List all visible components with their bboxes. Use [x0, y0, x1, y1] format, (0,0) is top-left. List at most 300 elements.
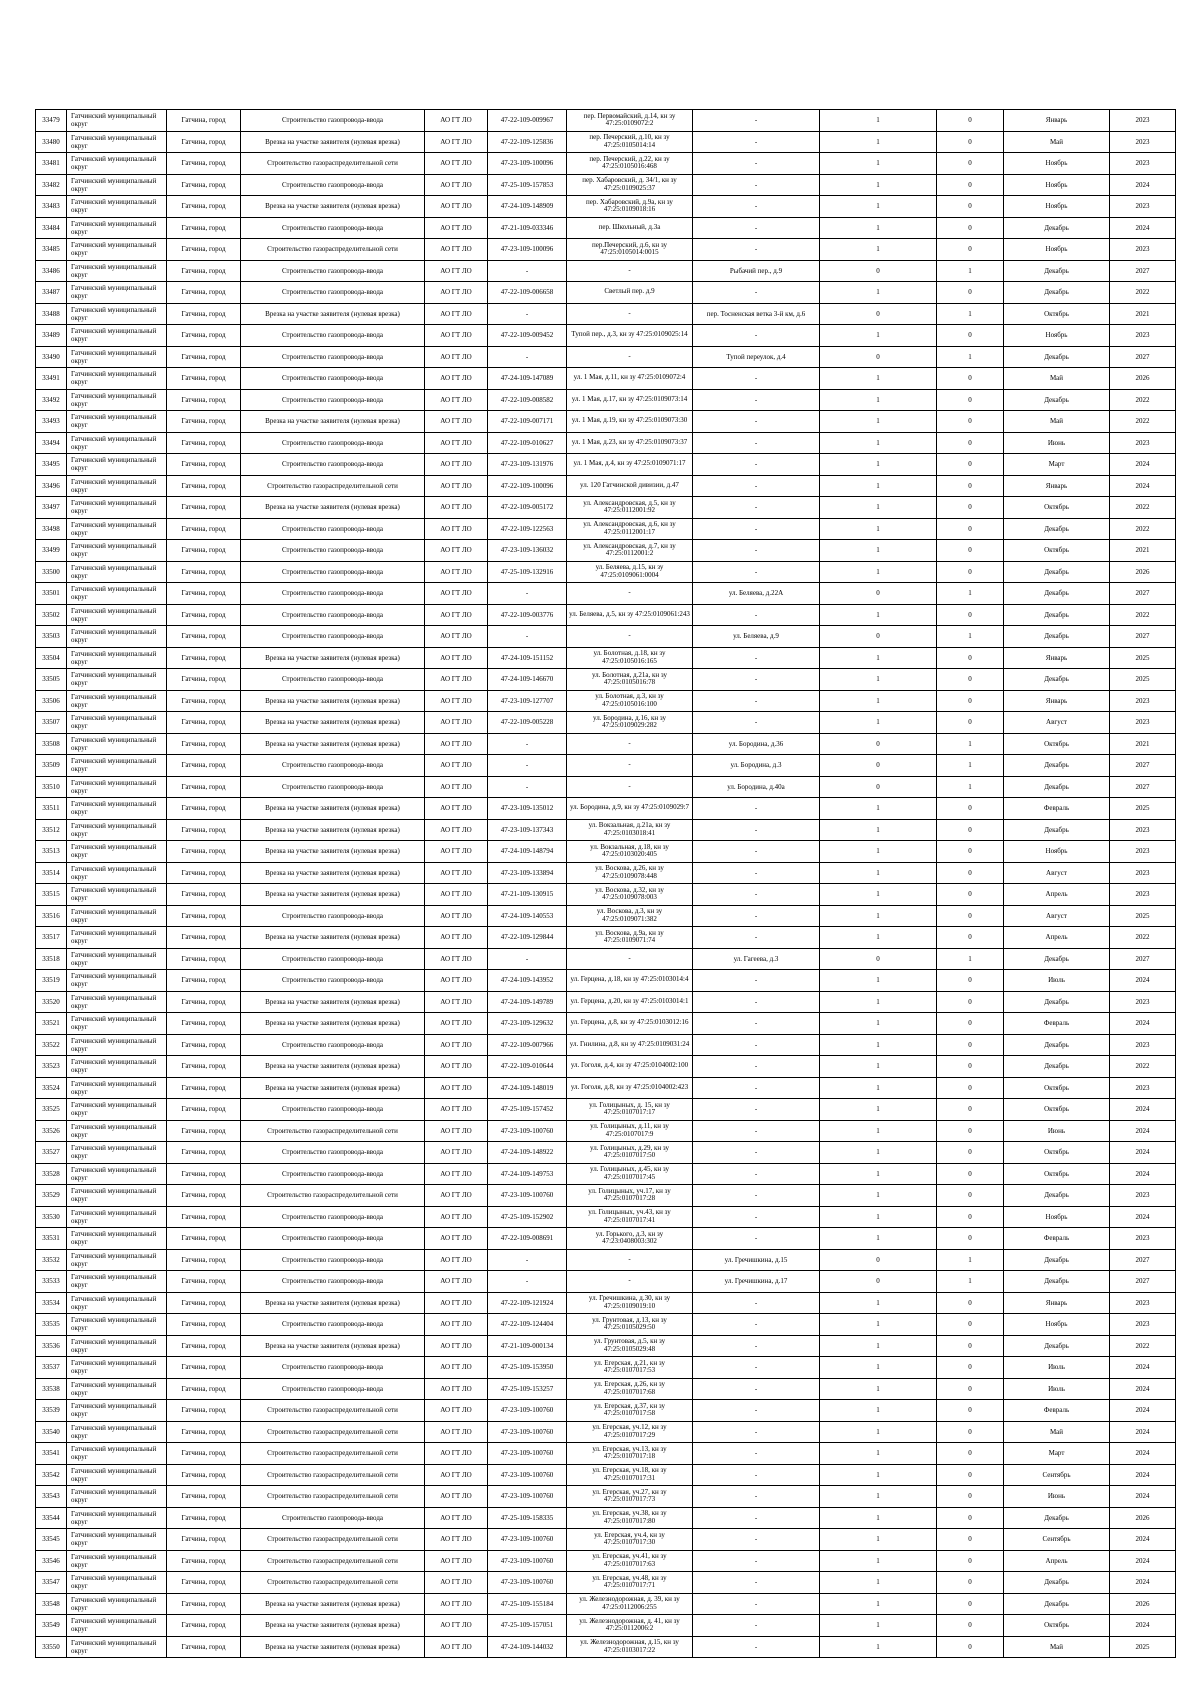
tech-conditions-number-cell: 47-22-109-122563 — [488, 518, 567, 540]
organization-cell: АО ГТ ЛО — [425, 1185, 488, 1207]
month-cell: Ноябрь — [1004, 325, 1110, 347]
work-type-cell: Строительство газораспределительной сети — [241, 1550, 425, 1572]
contract-address-cell: ул. Голицыных, д.11, кн зу 47:25:0107017:9 — [567, 1120, 693, 1142]
year-cell: 2023 — [1110, 690, 1176, 712]
record-number-cell: 33481 — [36, 153, 67, 175]
table-row — [36, 1378, 1176, 1400]
table-row — [36, 1120, 1176, 1142]
municipal-district-cell: Гатчинский муниципальный округ — [67, 153, 167, 175]
applications-count-cell: 0 — [937, 1464, 1004, 1486]
contracts-count-cell: 0 — [820, 733, 937, 755]
record-number-cell: 33515 — [36, 884, 67, 906]
tech-conditions-number-cell: 47-25-109-157853 — [488, 174, 567, 196]
settlement-cell: Гатчина, город — [167, 1314, 241, 1336]
applications-count-cell: 0 — [937, 1013, 1004, 1035]
month-cell: Август — [1004, 862, 1110, 884]
table-row — [36, 1464, 1176, 1486]
application-address-cell: - — [693, 153, 820, 175]
organization-cell: АО ГТ ЛО — [425, 841, 488, 863]
contract-address-cell: ул. Горького, д.3, кн зу 47:23:0408003:302 — [567, 1228, 693, 1250]
municipal-district-cell: Гатчинский муниципальный округ — [67, 1615, 167, 1637]
month-cell: Октябрь — [1004, 1142, 1110, 1164]
application-address-cell: - — [693, 131, 820, 153]
month-cell: Декабрь — [1004, 1056, 1110, 1078]
organization-cell: АО ГТ ЛО — [425, 1013, 488, 1035]
application-address-cell: - — [693, 798, 820, 820]
contract-address-cell: ул. Воскова, д.3, кн зу 47:25:0109071:382 — [567, 905, 693, 927]
record-number-cell: 33484 — [36, 217, 67, 239]
record-number-cell: 33532 — [36, 1249, 67, 1271]
work-type-cell: Строительство газопровода-ввода — [241, 970, 425, 992]
municipal-district-cell: Гатчинский муниципальный округ — [67, 282, 167, 304]
municipal-district-cell: Гатчинский муниципальный округ — [67, 432, 167, 454]
work-type-cell: Строительство газопровода-ввода — [241, 1314, 425, 1336]
month-cell: Декабрь — [1004, 1185, 1110, 1207]
work-type-cell: Врезка на участке заявителя (нулевая врезка) — [241, 1077, 425, 1099]
contracts-count-cell: 1 — [820, 1034, 937, 1056]
contracts-count-cell: 0 — [820, 776, 937, 798]
applications-count-cell: 0 — [937, 432, 1004, 454]
municipal-district-cell: Гатчинский муниципальный округ — [67, 1185, 167, 1207]
month-cell: Январь — [1004, 475, 1110, 497]
applications-count-cell: 0 — [937, 282, 1004, 304]
applications-count-cell: 0 — [937, 798, 1004, 820]
contracts-count-cell: 1 — [820, 1572, 937, 1594]
tech-conditions-number-cell: 47-23-109-100760 — [488, 1185, 567, 1207]
organization-cell: АО ГТ ЛО — [425, 1034, 488, 1056]
month-cell: Декабрь — [1004, 389, 1110, 411]
settlement-cell: Гатчина, город — [167, 1228, 241, 1250]
year-cell: 2024 — [1110, 1464, 1176, 1486]
table-row — [36, 712, 1176, 734]
applications-count-cell: 0 — [937, 475, 1004, 497]
application-address-cell: - — [693, 196, 820, 218]
table-row — [36, 131, 1176, 153]
settlement-cell: Гатчина, город — [167, 518, 241, 540]
year-cell: 2023 — [1110, 153, 1176, 175]
organization-cell: АО ГТ ЛО — [425, 432, 488, 454]
year-cell: 2023 — [1110, 1228, 1176, 1250]
contract-address-cell: ул. Воскова, д.32, кн зу 47:25:0109078:003 — [567, 884, 693, 906]
applications-count-cell: 0 — [937, 497, 1004, 519]
work-type-cell: Строительство газопровода-ввода — [241, 346, 425, 368]
tech-conditions-number-cell: 47-24-109-148794 — [488, 841, 567, 863]
application-address-cell: - — [693, 1034, 820, 1056]
application-address-cell: - — [693, 905, 820, 927]
municipal-district-cell: Гатчинский муниципальный округ — [67, 174, 167, 196]
record-number-cell: 33492 — [36, 389, 67, 411]
application-address-cell: ул. Бородина, д.36 — [693, 733, 820, 755]
gasification-register-table — [35, 109, 1176, 1658]
municipal-district-cell: Гатчинский муниципальный округ — [67, 1163, 167, 1185]
month-cell: Ноябрь — [1004, 239, 1110, 261]
table-row — [36, 1249, 1176, 1271]
work-type-cell: Строительство газопровода-ввода — [241, 776, 425, 798]
contracts-count-cell: 1 — [820, 411, 937, 433]
contracts-count-cell: 1 — [820, 1077, 937, 1099]
record-number-cell: 33524 — [36, 1077, 67, 1099]
month-cell: Ноябрь — [1004, 196, 1110, 218]
table-row — [36, 454, 1176, 476]
application-address-cell: - — [693, 454, 820, 476]
settlement-cell: Гатчина, город — [167, 905, 241, 927]
month-cell: Декабрь — [1004, 991, 1110, 1013]
organization-cell: АО ГТ ЛО — [425, 1378, 488, 1400]
month-cell: Декабрь — [1004, 755, 1110, 777]
year-cell: 2027 — [1110, 1249, 1176, 1271]
table-row — [36, 561, 1176, 583]
application-address-cell: - — [693, 518, 820, 540]
tech-conditions-number-cell: 47-23-109-100760 — [488, 1529, 567, 1551]
month-cell: Декабрь — [1004, 1249, 1110, 1271]
record-number-cell: 33487 — [36, 282, 67, 304]
tech-conditions-number-cell: 47-22-109-124404 — [488, 1314, 567, 1336]
table-row — [36, 1271, 1176, 1293]
organization-cell: АО ГТ ЛО — [425, 174, 488, 196]
year-cell: 2024 — [1110, 1550, 1176, 1572]
contract-address-cell: ул. Грунтовая, д.5, кн зу 47:25:0105029:48 — [567, 1335, 693, 1357]
tech-conditions-number-cell: 47-23-109-100096 — [488, 239, 567, 261]
settlement-cell: Гатчина, город — [167, 690, 241, 712]
record-number-cell: 33530 — [36, 1206, 67, 1228]
contracts-count-cell: 1 — [820, 475, 937, 497]
month-cell: Декабрь — [1004, 1034, 1110, 1056]
applications-count-cell: 0 — [937, 991, 1004, 1013]
contract-address-cell: - — [567, 583, 693, 605]
tech-conditions-number-cell: 47-22-109-100096 — [488, 475, 567, 497]
contract-address-cell: - — [567, 948, 693, 970]
organization-cell: АО ГТ ЛО — [425, 1056, 488, 1078]
table-row — [36, 1292, 1176, 1314]
contracts-count-cell: 1 — [820, 798, 937, 820]
municipal-district-cell: Гатчинский муниципальный округ — [67, 583, 167, 605]
municipal-district-cell: Гатчинский муниципальный округ — [67, 819, 167, 841]
applications-count-cell: 0 — [937, 1034, 1004, 1056]
table-row — [36, 1185, 1176, 1207]
contract-address-cell: ул. Егерская, уч.27, кн зу 47:25:0107017:73 — [567, 1486, 693, 1508]
month-cell: Июнь — [1004, 432, 1110, 454]
month-cell: Декабрь — [1004, 1335, 1110, 1357]
settlement-cell: Гатчина, город — [167, 1249, 241, 1271]
tech-conditions-number-cell: 47-22-109-007966 — [488, 1034, 567, 1056]
month-cell: Декабрь — [1004, 819, 1110, 841]
year-cell: 2023 — [1110, 325, 1176, 347]
contract-address-cell: пер. Хабаровский, д. 34/1, кн зу 47:25:0109025:37 — [567, 174, 693, 196]
table-row — [36, 1077, 1176, 1099]
month-cell: Май — [1004, 131, 1110, 153]
year-cell: 2027 — [1110, 776, 1176, 798]
organization-cell: АО ГТ ЛО — [425, 368, 488, 390]
organization-cell: АО ГТ ЛО — [425, 325, 488, 347]
contract-address-cell: ул. Егерская, уч.13, кн зу 47:25:0107017:18 — [567, 1443, 693, 1465]
application-address-cell: - — [693, 1421, 820, 1443]
organization-cell: АО ГТ ЛО — [425, 991, 488, 1013]
table-row — [36, 1357, 1176, 1379]
year-cell: 2025 — [1110, 798, 1176, 820]
contracts-count-cell: 0 — [820, 626, 937, 648]
municipal-district-cell: Гатчинский муниципальный округ — [67, 970, 167, 992]
table-row — [36, 798, 1176, 820]
contract-address-cell: ул. Голицыных, д. 15, кн зу 47:25:0107017:17 — [567, 1099, 693, 1121]
tech-conditions-number-cell: 47-23-109-137343 — [488, 819, 567, 841]
settlement-cell: Гатчина, город — [167, 991, 241, 1013]
record-number-cell: 33508 — [36, 733, 67, 755]
settlement-cell: Гатчина, город — [167, 970, 241, 992]
contracts-count-cell: 1 — [820, 1292, 937, 1314]
settlement-cell: Гатчина, город — [167, 669, 241, 691]
year-cell: 2027 — [1110, 260, 1176, 282]
settlement-cell: Гатчина, город — [167, 862, 241, 884]
tech-conditions-number-cell: 47-23-109-100760 — [488, 1550, 567, 1572]
table-row — [36, 217, 1176, 239]
month-cell: Август — [1004, 905, 1110, 927]
applications-count-cell: 0 — [937, 1378, 1004, 1400]
contracts-count-cell: 1 — [820, 174, 937, 196]
year-cell: 2024 — [1110, 454, 1176, 476]
applications-count-cell: 0 — [937, 561, 1004, 583]
year-cell: 2023 — [1110, 1034, 1176, 1056]
settlement-cell: Гатчина, город — [167, 1206, 241, 1228]
table-row — [36, 1206, 1176, 1228]
record-number-cell: 33501 — [36, 583, 67, 605]
applications-count-cell: 0 — [937, 131, 1004, 153]
table-row — [36, 884, 1176, 906]
work-type-cell: Строительство газопровода-ввода — [241, 1378, 425, 1400]
municipal-district-cell: Гатчинский муниципальный округ — [67, 1486, 167, 1508]
settlement-cell: Гатчина, город — [167, 1572, 241, 1594]
record-number-cell: 33489 — [36, 325, 67, 347]
record-number-cell: 33490 — [36, 346, 67, 368]
contract-address-cell: - — [567, 260, 693, 282]
contracts-count-cell: 0 — [820, 260, 937, 282]
organization-cell: АО ГТ ЛО — [425, 411, 488, 433]
settlement-cell: Гатчина, город — [167, 368, 241, 390]
table-row — [36, 1056, 1176, 1078]
municipal-district-cell: Гатчинский муниципальный округ — [67, 346, 167, 368]
settlement-cell: Гатчина, город — [167, 1271, 241, 1293]
month-cell: Январь — [1004, 647, 1110, 669]
tech-conditions-number-cell: 47-25-109-157051 — [488, 1615, 567, 1637]
year-cell: 2024 — [1110, 1400, 1176, 1422]
record-number-cell: 33535 — [36, 1314, 67, 1336]
organization-cell: АО ГТ ЛО — [425, 1292, 488, 1314]
table-row — [36, 1529, 1176, 1551]
work-type-cell: Строительство газораспределительной сети — [241, 1120, 425, 1142]
contract-address-cell: Тупой пер., д.3, кн зу 47:25:0109025:14 — [567, 325, 693, 347]
contracts-count-cell: 1 — [820, 1206, 937, 1228]
month-cell: Декабрь — [1004, 217, 1110, 239]
contract-address-cell: ул. 120 Гатчинской дивизии, д.47 — [567, 475, 693, 497]
year-cell: 2023 — [1110, 1185, 1176, 1207]
contract-address-cell: - — [567, 1271, 693, 1293]
settlement-cell: Гатчина, город — [167, 884, 241, 906]
tech-conditions-number-cell: 47-24-109-148019 — [488, 1077, 567, 1099]
year-cell: 2022 — [1110, 282, 1176, 304]
municipal-district-cell: Гатчинский муниципальный округ — [67, 1034, 167, 1056]
year-cell: 2023 — [1110, 196, 1176, 218]
municipal-district-cell: Гатчинский муниципальный округ — [67, 733, 167, 755]
organization-cell: АО ГТ ЛО — [425, 1314, 488, 1336]
year-cell: 2024 — [1110, 174, 1176, 196]
organization-cell: АО ГТ ЛО — [425, 1486, 488, 1508]
month-cell: Октябрь — [1004, 1099, 1110, 1121]
municipal-district-cell: Гатчинский муниципальный округ — [67, 1120, 167, 1142]
year-cell: 2024 — [1110, 1206, 1176, 1228]
application-address-cell: - — [693, 540, 820, 562]
month-cell: Декабрь — [1004, 604, 1110, 626]
applications-count-cell: 0 — [937, 389, 1004, 411]
tech-conditions-number-cell: - — [488, 776, 567, 798]
organization-cell: АО ГТ ЛО — [425, 1400, 488, 1422]
organization-cell: АО ГТ ЛО — [425, 389, 488, 411]
contract-address-cell: ул. Егерская, уч.12, кн зу 47:25:0107017:29 — [567, 1421, 693, 1443]
year-cell: 2024 — [1110, 1378, 1176, 1400]
month-cell: Декабрь — [1004, 669, 1110, 691]
record-number-cell: 33496 — [36, 475, 67, 497]
tech-conditions-number-cell: 47-22-109-010644 — [488, 1056, 567, 1078]
settlement-cell: Гатчина, город — [167, 647, 241, 669]
record-number-cell: 33544 — [36, 1507, 67, 1529]
month-cell: Февраль — [1004, 1013, 1110, 1035]
record-number-cell: 33550 — [36, 1636, 67, 1658]
record-number-cell: 33526 — [36, 1120, 67, 1142]
applications-count-cell: 0 — [937, 1120, 1004, 1142]
application-address-cell: - — [693, 604, 820, 626]
year-cell: 2023 — [1110, 884, 1176, 906]
tech-conditions-number-cell: 47-25-109-153950 — [488, 1357, 567, 1379]
applications-count-cell: 0 — [937, 862, 1004, 884]
table-row — [36, 1421, 1176, 1443]
table-row — [36, 755, 1176, 777]
contract-address-cell: - — [567, 1249, 693, 1271]
contract-address-cell: ул. Грунтовая, д.13, кн зу 47:25:0105029:50 — [567, 1314, 693, 1336]
contract-address-cell: ул. Егерская, уч.4, кн зу 47:25:0107017:30 — [567, 1529, 693, 1551]
work-type-cell: Врезка на участке заявителя (нулевая врезка) — [241, 991, 425, 1013]
tech-conditions-number-cell: 47-23-109-100760 — [488, 1464, 567, 1486]
record-number-cell: 33522 — [36, 1034, 67, 1056]
applications-count-cell: 0 — [937, 1572, 1004, 1594]
tech-conditions-number-cell: 47-24-109-151152 — [488, 647, 567, 669]
applications-count-cell: 0 — [937, 647, 1004, 669]
organization-cell: АО ГТ ЛО — [425, 518, 488, 540]
organization-cell: АО ГТ ЛО — [425, 1206, 488, 1228]
work-type-cell: Строительство газораспределительной сети — [241, 1400, 425, 1422]
work-type-cell: Строительство газораспределительной сети — [241, 1421, 425, 1443]
month-cell: Декабрь — [1004, 626, 1110, 648]
municipal-district-cell: Гатчинский муниципальный округ — [67, 1249, 167, 1271]
contract-address-cell: ул. 1 Мая, д.17, кн зу 47:25:0109073:14 — [567, 389, 693, 411]
contracts-count-cell: 0 — [820, 583, 937, 605]
organization-cell: АО ГТ ЛО — [425, 1142, 488, 1164]
year-cell: 2025 — [1110, 1636, 1176, 1658]
work-type-cell: Строительство газопровода-ввода — [241, 669, 425, 691]
year-cell: 2024 — [1110, 1099, 1176, 1121]
month-cell: Февраль — [1004, 1400, 1110, 1422]
applications-count-cell: 0 — [937, 110, 1004, 132]
record-number-cell: 33502 — [36, 604, 67, 626]
applications-count-cell: 1 — [937, 626, 1004, 648]
work-type-cell: Строительство газопровода-ввода — [241, 755, 425, 777]
municipal-district-cell: Гатчинский муниципальный округ — [67, 1593, 167, 1615]
contracts-count-cell: 1 — [820, 389, 937, 411]
tech-conditions-number-cell: 47-24-109-149789 — [488, 991, 567, 1013]
year-cell: 2024 — [1110, 217, 1176, 239]
contract-address-cell: ул. Гоголя, д.8, кн зу 47:25:0104002:423 — [567, 1077, 693, 1099]
municipal-district-cell: Гатчинский муниципальный округ — [67, 1292, 167, 1314]
month-cell: Февраль — [1004, 1228, 1110, 1250]
work-type-cell: Строительство газопровода-ввода — [241, 1271, 425, 1293]
tech-conditions-number-cell: - — [488, 948, 567, 970]
applications-count-cell: 0 — [937, 196, 1004, 218]
table-row — [36, 260, 1176, 282]
work-type-cell: Строительство газопровода-ввода — [241, 1206, 425, 1228]
application-address-cell: Тупой переулок, д.4 — [693, 346, 820, 368]
organization-cell: АО ГТ ЛО — [425, 1507, 488, 1529]
settlement-cell: Гатчина, город — [167, 819, 241, 841]
tech-conditions-number-cell: 47-22-109-009452 — [488, 325, 567, 347]
tech-conditions-number-cell: 47-23-109-100096 — [488, 153, 567, 175]
contract-address-cell: ул. Воскова, д.9а, кн зу 47:25:0109071:74 — [567, 927, 693, 949]
record-number-cell: 33506 — [36, 690, 67, 712]
contract-address-cell: ул. 1 Мая, д.23, кн зу 47:25:0109073:37 — [567, 432, 693, 454]
municipal-district-cell: Гатчинский муниципальный округ — [67, 626, 167, 648]
contracts-count-cell: 1 — [820, 1378, 937, 1400]
work-type-cell: Врезка на участке заявителя (нулевая врезка) — [241, 1636, 425, 1658]
contracts-count-cell: 0 — [820, 346, 937, 368]
application-address-cell: - — [693, 1572, 820, 1594]
contract-address-cell: ул. Вокзальная, д.21а, кн зу 47:25:0103018:41 — [567, 819, 693, 841]
year-cell: 2027 — [1110, 755, 1176, 777]
tech-conditions-number-cell: 47-22-109-008691 — [488, 1228, 567, 1250]
municipal-district-cell: Гатчинский муниципальный округ — [67, 1400, 167, 1422]
organization-cell: АО ГТ ЛО — [425, 712, 488, 734]
table-row — [36, 432, 1176, 454]
settlement-cell: Гатчина, город — [167, 432, 241, 454]
organization-cell: АО ГТ ЛО — [425, 1335, 488, 1357]
year-cell: 2023 — [1110, 1314, 1176, 1336]
work-type-cell: Врезка на участке заявителя (нулевая врезка) — [241, 1292, 425, 1314]
tech-conditions-number-cell: 47-23-109-100760 — [488, 1400, 567, 1422]
settlement-cell: Гатчина, город — [167, 282, 241, 304]
settlement-cell: Гатчина, город — [167, 561, 241, 583]
applications-count-cell: 0 — [937, 454, 1004, 476]
work-type-cell: Строительство газопровода-ввода — [241, 1507, 425, 1529]
year-cell: 2026 — [1110, 561, 1176, 583]
work-type-cell: Строительство газораспределительной сети — [241, 1185, 425, 1207]
application-address-cell: - — [693, 239, 820, 261]
applications-count-cell: 0 — [937, 1335, 1004, 1357]
table-row — [36, 1550, 1176, 1572]
year-cell: 2022 — [1110, 497, 1176, 519]
month-cell: Декабрь — [1004, 282, 1110, 304]
application-address-cell: - — [693, 368, 820, 390]
table-row — [36, 497, 1176, 519]
applications-count-cell: 0 — [937, 905, 1004, 927]
municipal-district-cell: Гатчинский муниципальный округ — [67, 1421, 167, 1443]
year-cell: 2024 — [1110, 1357, 1176, 1379]
applications-count-cell: 1 — [937, 260, 1004, 282]
contracts-count-cell: 1 — [820, 1636, 937, 1658]
municipal-district-cell: Гатчинский муниципальный округ — [67, 561, 167, 583]
settlement-cell: Гатчина, город — [167, 776, 241, 798]
record-number-cell: 33507 — [36, 712, 67, 734]
application-address-cell: - — [693, 1550, 820, 1572]
application-address-cell: - — [693, 174, 820, 196]
month-cell: Октябрь — [1004, 1615, 1110, 1637]
tech-conditions-number-cell: - — [488, 1249, 567, 1271]
tech-conditions-number-cell: 47-24-109-149753 — [488, 1163, 567, 1185]
municipal-district-cell: Гатчинский муниципальный округ — [67, 497, 167, 519]
